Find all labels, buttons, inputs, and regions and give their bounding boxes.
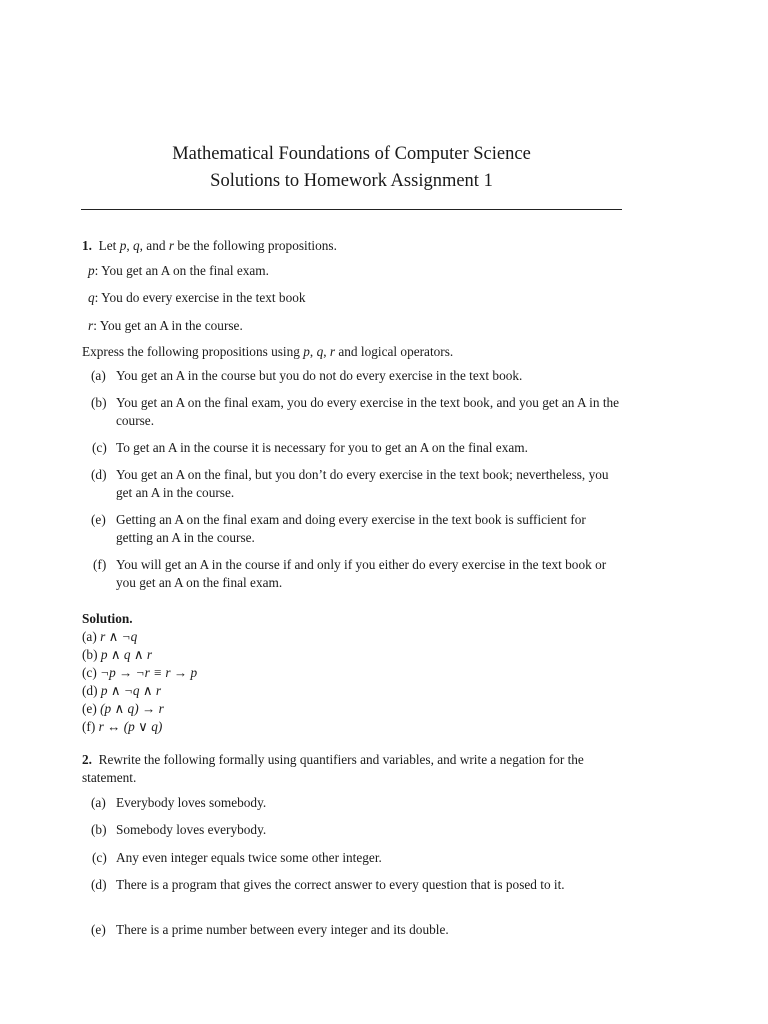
solution-expr: r ↔ (p ∨ q) [98,719,163,734]
title-line-2: Solutions to Homework Assignment 1 [210,171,493,191]
var-r: r [168,238,175,253]
var-r: r [329,344,336,359]
item-label: (e) [91,922,106,937]
var-p: p [119,238,127,253]
document-title [0,141,703,195]
solution-line [82,646,152,664]
item-label: (c) [92,440,107,455]
item-text: There is a program that gives the correct answer to every question that is posed to it. [116,877,565,892]
solution-label: (d) [82,683,98,698]
question-2-intro [82,751,624,787]
solution-line [82,718,162,736]
var-q: q [133,238,140,253]
proposition-var: q [88,290,95,305]
proposition-text: : You do every exercise in the text book [94,290,306,305]
solution-label: (e) [82,701,97,716]
intro-text: Let [98,238,120,253]
question-number: 2. [82,752,92,767]
solution-expr: (p ∧ q) → r [100,701,164,716]
proposition-var: p [88,263,95,278]
item-label: (e) [91,512,106,527]
item-text: Any even integer equals twice some other integer. [116,850,382,865]
item-label: (f) [93,557,107,572]
sep: , [309,344,317,359]
solution-expr: p ∧ ¬q ∧ r [100,683,162,698]
proposition-text: : You get an A on the final exam. [94,263,269,278]
express-text: Express the following propositions using [82,344,304,359]
solution-label: (b) [82,647,98,662]
question-1-intro [82,237,337,255]
item-text: There is a prime number between every integer and its double. [116,922,449,937]
proposition-var: r [88,318,94,333]
item-text: To get an A in the course it is necessary for you to get an A on the final exam. [116,440,528,455]
title-line-1: Mathematical Foundations of Computer Science [172,144,531,164]
solution-line [82,682,161,700]
express-instruction [82,343,453,361]
solution-line [82,664,197,682]
item-text: Getting an A on the final exam and doing every exercise in the text book is sufficient for getting an A in the course. [116,512,586,545]
solution-line [82,628,137,646]
item-label: (c) [92,850,107,865]
intro-text: be the following propositions. [174,238,337,253]
item-text: Somebody loves everybody. [116,822,267,837]
item-text: You get an A on the final, but you don’t do every exercise in the text book; nevertheless, you get an A in the course. [116,467,609,500]
sep: , and [139,238,169,253]
solution-label: (f) [82,719,96,734]
var-q: q [316,344,324,359]
solution-heading: Solution. [82,611,133,626]
item-label: (b) [91,395,107,410]
solution-label: (c) [82,665,97,680]
solution-expr: r ∧ ¬q [100,629,138,644]
item-text: You get an A on the final exam, you do every exercise in the text book, and you get an A in the course. [116,395,620,428]
sep: , [126,238,133,253]
question-number: 1. [82,238,92,253]
item-label: (d) [91,877,107,892]
item-label: (a) [91,795,106,810]
item-label: (a) [91,368,106,383]
express-text: and logical operators. [335,344,454,359]
solution-expr: ¬p → ¬r ≡ r → p [100,665,198,680]
item-text: Everybody loves somebody. [116,795,267,810]
sep: , [323,344,330,359]
proposition-text: : You get an A in the course. [93,318,243,333]
var-p: p [303,344,310,359]
item-label: (b) [91,822,107,837]
solution-expr: p ∧ q ∧ r [100,647,153,662]
intro-text: Rewrite the following formally using quantifiers and variables, and write a negation for the statement. [82,752,584,785]
item-text: You will get an A in the course if and only if you either do every exercise in the text book or you get an A on the final exam. [116,557,607,590]
proposition-q [88,289,306,307]
solution-line [82,700,164,718]
proposition-r [88,317,243,335]
item-text: You get an A in the course but you do not do every exercise in the text book. [116,368,523,383]
proposition-p [88,262,269,280]
solution-label: (a) [82,629,97,644]
title-divider [81,209,622,210]
item-label: (d) [91,467,107,482]
